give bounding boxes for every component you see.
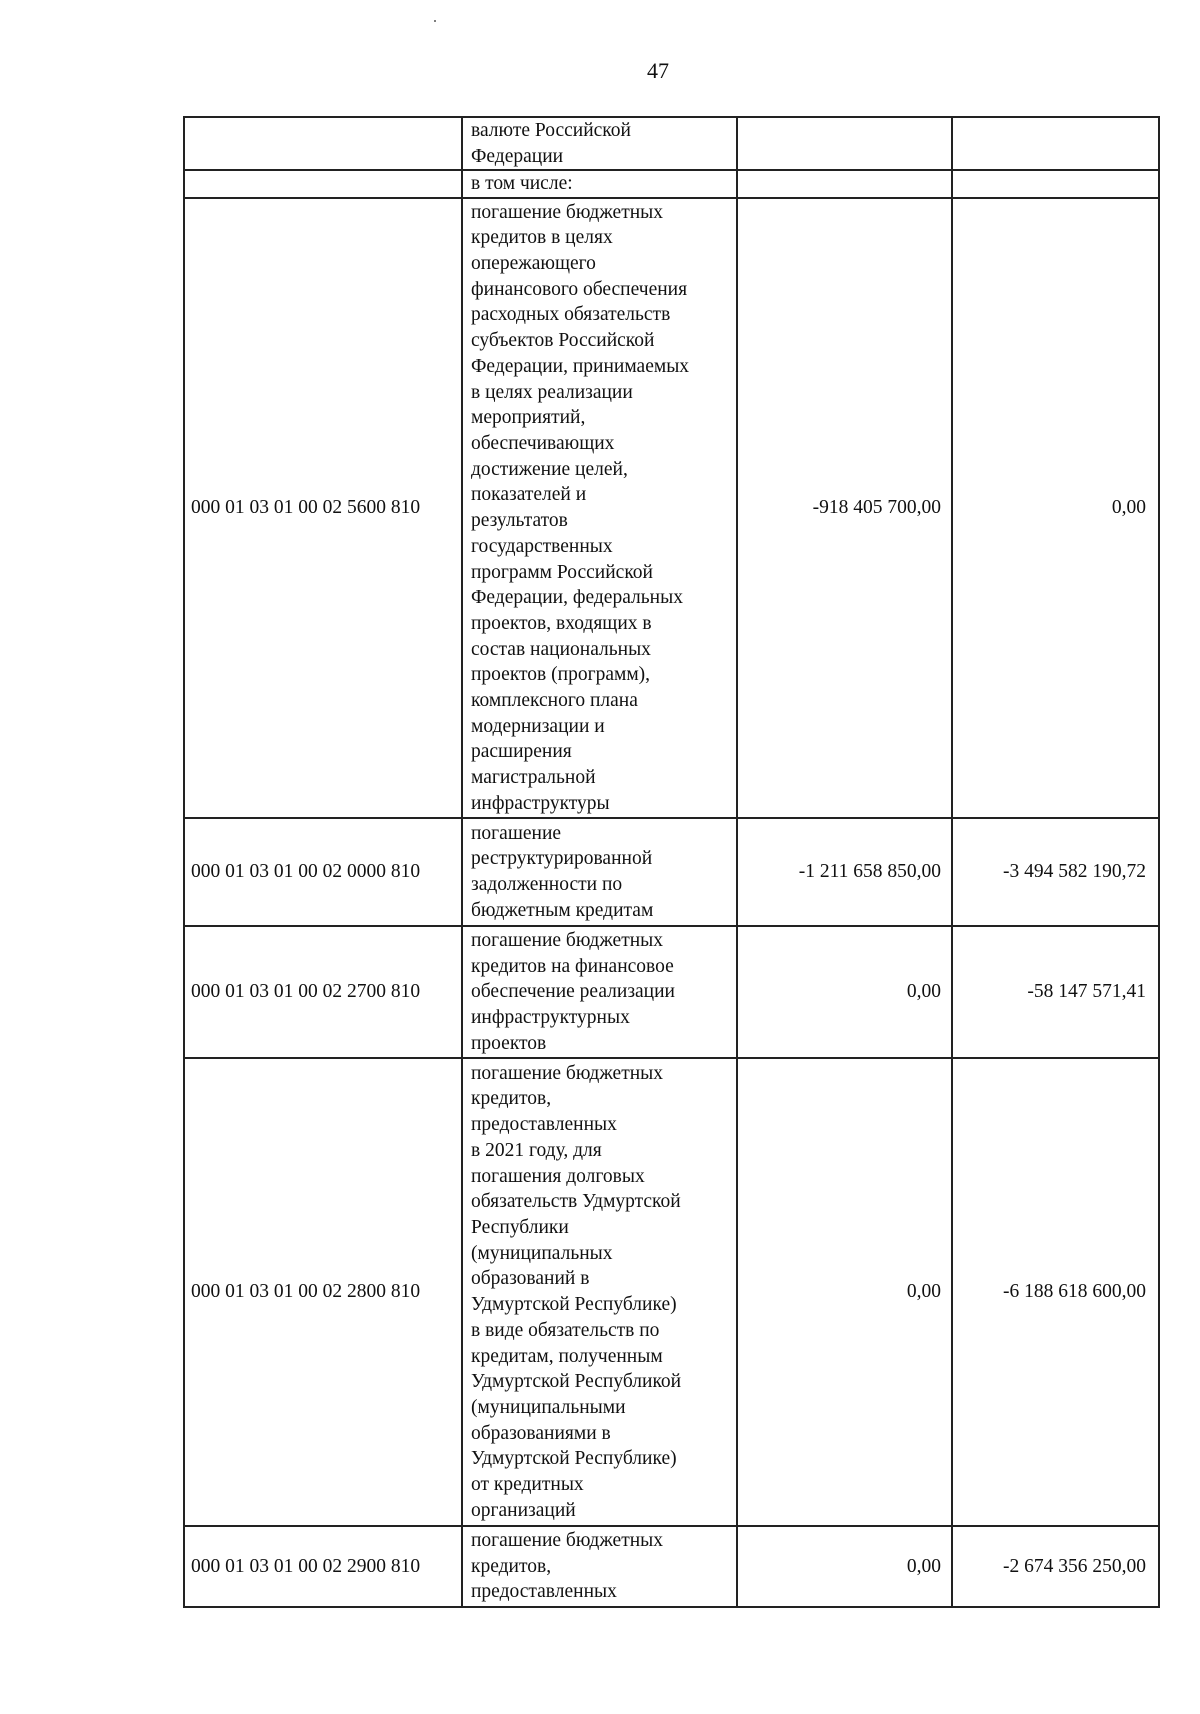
row-name-text: в том числе:	[471, 173, 573, 195]
row-value-2: -6 188 618 600,00	[952, 1058, 1159, 1526]
row-value-2	[952, 117, 1159, 170]
row-name-text: погашение бюджетных кредитов, предоставленных в 2021 году, для погашения долговых обязательств Удмуртской Республики (муниципальных образований в Удмуртской Республике) в виде обязательств по кредитам, полученным Удмуртской Республикой (муниципальными образованиями в Удмуртской Республике) от кредитных организаций	[471, 1062, 682, 1521]
row-name-text: погашение реструктурированной задолженности по бюджетным кредитам	[471, 822, 654, 921]
table-row	[184, 1058, 1159, 1526]
row-name-text: валюте Российской Федерации	[471, 120, 631, 167]
table-row	[184, 926, 1159, 1058]
row-name-text: погашение бюджетных кредитов в целях опережающего финансового обеспечения расходных обязательств субъектов Российской Федерации, принимаемых в целях реализации мероприятий, обеспечивающих достижение целей, показателей и результатов государственных программ Российской Федерации, федеральных проектов, входящих в состав национальных проектов (программ), комплексного плана модернизации и расширения магистральной инфраструктуры	[471, 201, 690, 814]
row-value-1: -918 405 700,00	[737, 198, 952, 818]
row-name-text: погашение бюджетных кредитов на финансовое обеспечение реализации инфраструктурных проектов	[471, 929, 675, 1054]
table-row	[184, 198, 1159, 818]
row-value-1: 0,00	[737, 1058, 952, 1526]
row-value-1: 0,00	[737, 1526, 952, 1607]
row-value-2: -58 147 571,41	[952, 926, 1159, 1058]
row-value-2	[952, 170, 1159, 198]
row-code: 000 01 03 01 00 02 2700 810	[184, 926, 462, 1058]
row-name	[462, 198, 737, 818]
row-value-1: -1 211 658 850,00	[737, 818, 952, 926]
budget-table	[183, 116, 1160, 1608]
row-name	[462, 1058, 737, 1526]
row-code	[184, 170, 462, 198]
row-name	[462, 818, 737, 926]
row-value-1	[737, 117, 952, 170]
row-value-2: -3 494 582 190,72	[952, 818, 1159, 926]
row-code: 000 01 03 01 00 02 0000 810	[184, 818, 462, 926]
table-row	[184, 1526, 1159, 1607]
row-value-2: -2 674 356 250,00	[952, 1526, 1159, 1607]
row-name	[462, 1526, 737, 1607]
row-name	[462, 170, 737, 198]
table-row	[184, 117, 1159, 170]
row-code: 000 01 03 01 00 02 2900 810	[184, 1526, 462, 1607]
row-code	[184, 117, 462, 170]
row-code: 000 01 03 01 00 02 5600 810	[184, 198, 462, 818]
row-value-1	[737, 170, 952, 198]
scan-speck	[434, 20, 436, 22]
table-row	[184, 170, 1159, 198]
table-row	[184, 818, 1159, 926]
row-value-1: 0,00	[737, 926, 952, 1058]
row-name	[462, 117, 737, 170]
row-name	[462, 926, 737, 1058]
row-name-text: погашение бюджетных кредитов, предоставленных	[471, 1530, 664, 1603]
row-code: 000 01 03 01 00 02 2800 810	[184, 1058, 462, 1526]
row-value-2: 0,00	[952, 198, 1159, 818]
page-number: 47	[647, 58, 669, 83]
